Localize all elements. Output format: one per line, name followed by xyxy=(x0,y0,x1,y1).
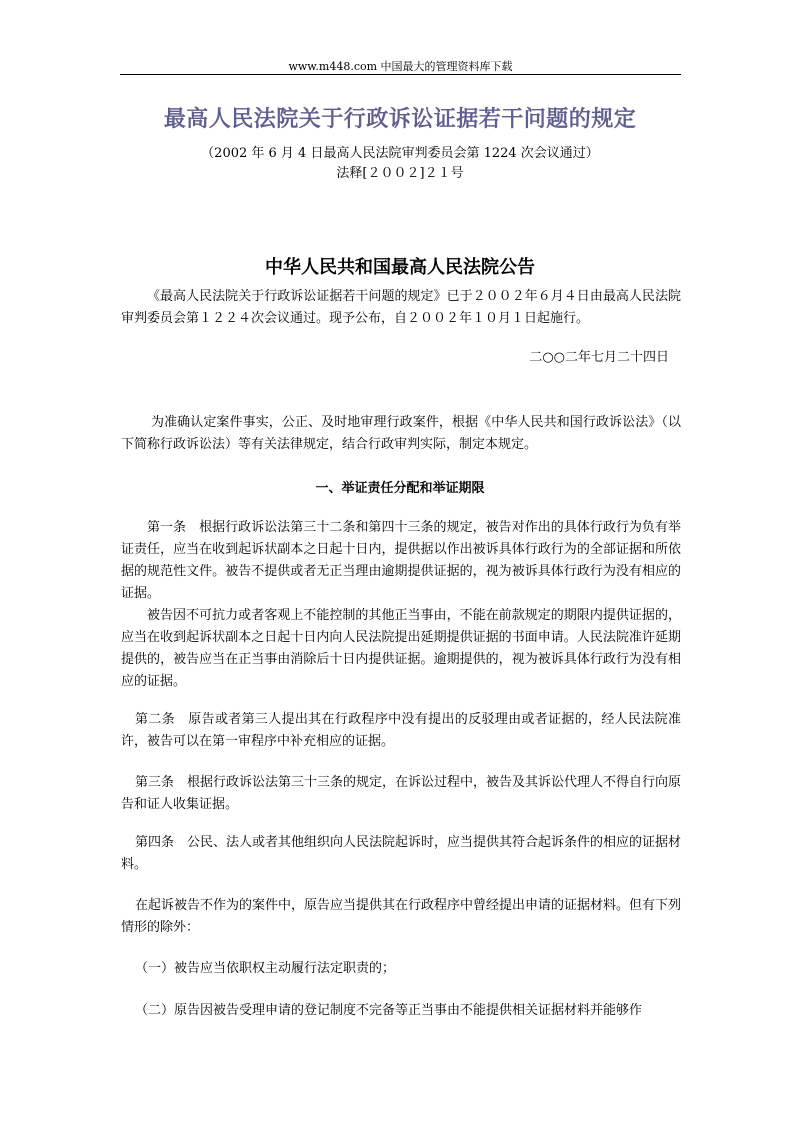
document-number: 法释[２００２]２１号 xyxy=(336,166,464,181)
notice-date: 二○○二年七月二十四日 xyxy=(529,350,669,365)
article-4-paragraph-2: 在起诉被告不作为的案件中，原告应当提供其在行政程序中曾经提出申请的证据材料。但有下列情形的除外： xyxy=(121,898,682,935)
list-item: （一）被告应当依职权主动履行法定职责的； xyxy=(135,961,396,976)
article-1-paragraph-1: 第一条 根据行政诉讼法第三十二条和第四十三条的规定，被告对作出的具体行政行为负有举证责任，应当在收到起诉状副本之日起十日内，提供据以作出被诉具体行政行为的全部证据和所依据的规范性文件。被告不提供或者无正当理由逾期提供证据的，视为被诉具体行政行为没有相应的证据。 xyxy=(121,520,681,601)
page-header-site: www.m448.com 中国最大的管理资料库下载 xyxy=(288,60,513,73)
document-title: 最高人民法院关于行政诉讼证据若干问题的规定 xyxy=(163,106,637,132)
header-divider xyxy=(120,74,681,75)
preamble: 为准确认定案件事实，公正、及时地审理行政案件，根据《中华人民共和国行政诉讼法》（以下简称行政诉讼法）等有关法律规定，结合行政审判实际，制定本规定。 xyxy=(121,415,681,452)
notice-body: 《最高人民法院关于行政诉讼证据若干问题的规定》已于２００２年６月４日由最高人民法院审判委员会第１２２４次会议通过。现予公布，自２００２年１０月１日起施行。 xyxy=(121,289,681,326)
article-4: 第四条 公民、法人或者其他组织向人民法院起诉时，应当提供其符合起诉条件的相应的证据材料。 xyxy=(121,835,682,872)
notice-title: 中华人民共和国最高人民法院公告 xyxy=(265,257,535,278)
article-3: 第三条 根据行政诉讼法第三十三条的规定，在诉讼过程中，被告及其诉讼代理人不得自行向原告和证人收集证据。 xyxy=(121,775,682,812)
article-1-paragraph-2: 被告因不可抗力或者客观上不能控制的其他正当事由，不能在前款规定的期限内提供证据的，应当在收到起诉状副本之日起十日内向人民法院提出延期提供证据的书面申请。人民法院准许延期提供的，被告应当在正当事由消除后十日内提供证据。逾期提供的，视为被诉具体行政行为没有相应的证据。 xyxy=(121,608,681,689)
list-item: （二）原告因被告受理申请的登记制度不完备等正当事由不能提供相关证据材料并能够作 xyxy=(135,1003,643,1018)
section-title: 一、举证责任分配和举证期限 xyxy=(315,481,485,496)
adoption-note: （2002 年 6 月 4 日最高人民法院审判委员会第 1224 次会议通过） xyxy=(201,146,599,161)
article-2: 第二条 原告或者第三人提出其在行政程序中没有提出的反驳理由或者证据的，经人民法院准许，被告可以在第一审程序中补充相应的证据。 xyxy=(121,712,681,749)
